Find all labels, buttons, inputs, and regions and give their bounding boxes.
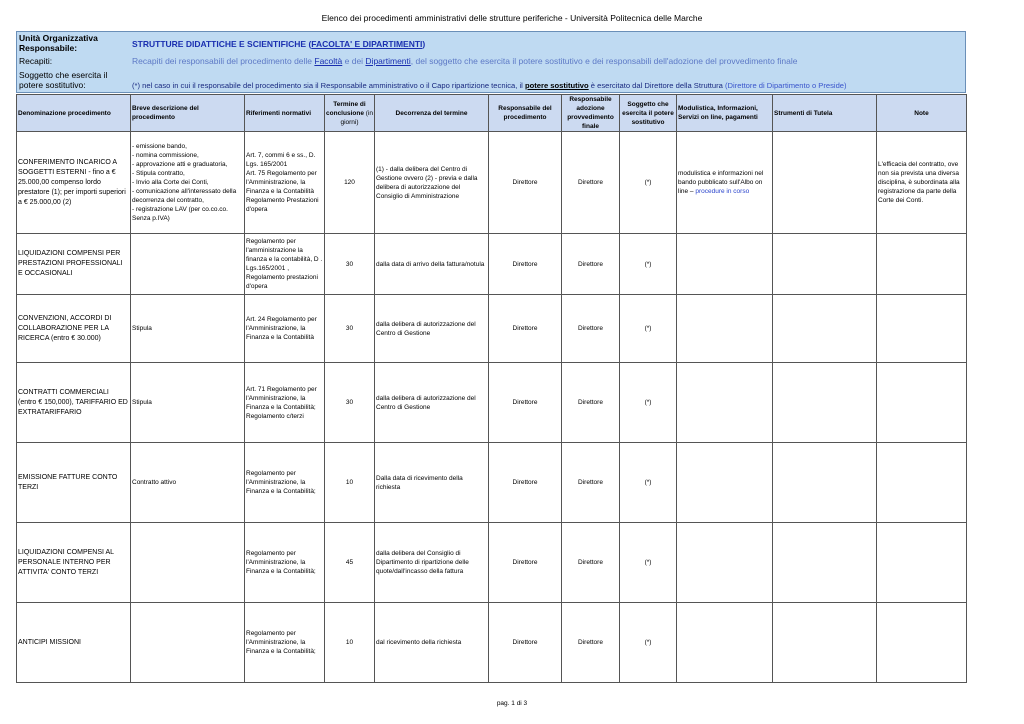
cell-tutela <box>773 132 877 234</box>
cell-riferimenti: Art. 71 Regolamento per l'Amministrazione, la Finanza e la Contabilità; Regolamento c/terzi <box>245 363 325 443</box>
cell-adozione: Direttore <box>562 603 620 683</box>
cell-adozione: Direttore <box>562 523 620 603</box>
col-termine-sub: (in giorni) <box>340 109 373 126</box>
col-termine <box>325 95 375 132</box>
table-row <box>17 234 967 295</box>
cell-responsabile: Direttore <box>489 523 562 603</box>
cell-adozione: Direttore <box>562 295 620 363</box>
unit-value-link[interactable]: FACOLTA' E DIPARTIMENTI <box>311 39 423 49</box>
unit-value <box>132 39 425 49</box>
unit-label-text: Unità Organizzativa <box>19 33 98 43</box>
cell-responsabile: Direttore <box>489 443 562 523</box>
col-descrizione: Breve descrizione del procedimento <box>131 95 245 132</box>
col-soggetto: Soggetto che esercita il potere sostitutivo <box>620 95 677 132</box>
recapiti-value <box>132 56 798 66</box>
document-title: Elenco dei procedimenti amministrativi delle strutture periferiche - Università Politecnica delle Marche <box>321 13 703 23</box>
cell-denominazione: CONFERIMENTO INCARICO A SOGGETTI ESTERNI - fino a € 25.000,00 compenso lordo prestatore (1); per importi superiori a € 25.000,00 (2) <box>17 132 131 234</box>
cell-descrizione <box>131 523 245 603</box>
modulistica-text: modulistica e informazioni nel bando pubblicato sull'Albo on line – <box>678 170 764 195</box>
table-row <box>17 295 967 363</box>
recapiti-label: Recapiti: <box>19 56 53 66</box>
unit-value-c: ) <box>422 39 426 49</box>
soggetto-row <box>18 70 958 91</box>
col-termine-main: Termine di conclusione <box>326 100 366 117</box>
table-row <box>17 132 967 234</box>
recapiti-a: Recapiti dei responsabili del procedimento delle <box>132 56 315 66</box>
recapiti-c: e dei <box>342 56 366 66</box>
cell-descrizione: Stipula <box>131 295 245 363</box>
soggetto-d: (Direttore di Dipartimento o Preside) <box>725 81 847 90</box>
unit-row <box>18 33 958 53</box>
cell-denominazione: LIQUIDAZIONI COMPENSI AL PERSONALE INTERNO PER ATTIVITA' CONTO TERZI <box>17 523 131 603</box>
cell-denominazione: CONVENZIONI, ACCORDI DI COLLABORAZIONE PER LA RICERCA (entro € 30.000) <box>17 295 131 363</box>
col-responsabile: Responsabile del procedimento <box>489 95 562 132</box>
table-row <box>17 443 967 523</box>
header-band <box>16 31 966 93</box>
cell-adozione: Direttore <box>562 363 620 443</box>
col-modulistica: Modulistica, Informazioni, Servizi on line, pagamenti <box>677 95 773 132</box>
cell-responsabile: Direttore <box>489 295 562 363</box>
cell-modulistica <box>677 234 773 295</box>
cell-note <box>877 443 967 523</box>
cell-tutela <box>773 603 877 683</box>
cell-modulistica <box>677 295 773 363</box>
recapiti-row <box>18 56 958 66</box>
cell-termine: 45 <box>325 523 375 603</box>
cell-adozione: Direttore <box>562 132 620 234</box>
cell-descrizione: Stipula <box>131 363 245 443</box>
cell-note <box>877 234 967 295</box>
soggetto-value <box>132 81 847 91</box>
col-denominazione: Denominazione procedimento <box>17 95 131 132</box>
cell-termine: 10 <box>325 443 375 523</box>
cell-note <box>877 363 967 443</box>
procedure-link[interactable]: procedure in corso <box>695 188 750 195</box>
cell-decorrenza: dalla delibera di autorizzazione del Centro di Gestione <box>375 295 489 363</box>
cell-denominazione: LIQUIDAZIONI COMPENSI PER PRESTAZIONI PROFESSIONALI E OCCASIONALI <box>17 234 131 295</box>
cell-note <box>877 295 967 363</box>
cell-soggetto: (*) <box>620 603 677 683</box>
table-row <box>17 363 967 443</box>
cell-decorrenza: Dalla data di ricevimento della richiesta <box>375 443 489 523</box>
cell-modulistica <box>677 363 773 443</box>
cell-adozione: Direttore <box>562 234 620 295</box>
cell-soggetto: (*) <box>620 363 677 443</box>
cell-modulistica <box>677 603 773 683</box>
cell-descrizione <box>131 234 245 295</box>
soggetto-label-2: potere sostitutivo: <box>19 80 86 90</box>
cell-riferimenti: Art. 7, commi 6 e ss., D. Lgs. 165/2001 Art. 75 Regolamento per l'Amministrazione, la Finanza e la Contabilità Regolamento Prestazioni d'opera <box>245 132 325 234</box>
cell-tutela <box>773 234 877 295</box>
cell-note <box>877 603 967 683</box>
cell-tutela <box>773 363 877 443</box>
cell-termine: 30 <box>325 295 375 363</box>
col-decorrenza: Decorrenza del termine <box>375 95 489 132</box>
cell-riferimenti: Art. 24 Regolamento per l'Amministrazione, la Finanza e la Contabilità <box>245 295 325 363</box>
cell-adozione: Direttore <box>562 443 620 523</box>
cell-denominazione: ANTICIPI MISSIONI <box>17 603 131 683</box>
col-note: Note <box>877 95 967 132</box>
table-row <box>17 523 967 603</box>
recapiti-e: , del soggetto che esercita il potere sostitutivo e dei responsabili dell'adozione del provvedimento finale <box>410 56 798 66</box>
cell-note: L'efficacia del contratto, ove non sia prevista una diversa disciplina, è subordinata alla registrazione da parte della Corte dei Conti. <box>877 132 967 234</box>
cell-riferimenti: Regolamento per l'Amministrazione, la Finanza e la Contabilità; <box>245 523 325 603</box>
cell-soggetto: (*) <box>620 443 677 523</box>
page-number: pag. 1 di 3 <box>496 700 528 707</box>
cell-descrizione: Contratto attivo <box>131 443 245 523</box>
soggetto-label-1: Soggetto che esercita il <box>19 70 108 80</box>
cell-termine: 30 <box>325 363 375 443</box>
cell-descrizione: - emissione bando, - nomina commissione, - approvazione atti e graduatoria, - Stipula contratto, - Invio alla Corte dei Conti, - comunicazione all'interessato della decorrenza del contratto, - registrazione LAV (per co.co.co. Senza p.IVA) <box>131 132 245 234</box>
cell-decorrenza: dalla delibera del Consiglio di Dipartimento di ripartizione delle quote/dall'incasso della fattura <box>375 523 489 603</box>
cell-denominazione: EMISSIONE FATTURE CONTO TERZI <box>17 443 131 523</box>
cell-modulistica <box>677 443 773 523</box>
cell-responsabile: Direttore <box>489 234 562 295</box>
col-riferimenti: Riferimenti normativi <box>245 95 325 132</box>
recapiti-dipartimenti-link[interactable]: Dipartimenti <box>365 56 411 66</box>
cell-modulistica <box>677 523 773 603</box>
cell-soggetto: (*) <box>620 234 677 295</box>
cell-soggetto: (*) <box>620 523 677 603</box>
unit-value-a: STRUTTURE DIDATTICHE E SCIENTIFICHE ( <box>132 39 312 49</box>
soggetto-label <box>19 70 131 90</box>
table-row <box>17 603 967 683</box>
unit-label <box>19 33 131 53</box>
cell-note <box>877 523 967 603</box>
cell-descrizione <box>131 603 245 683</box>
soggetto-b: potere sostitutivo <box>524 81 589 90</box>
cell-responsabile: Direttore <box>489 132 562 234</box>
cell-riferimenti: Regolamento per l'Amministrazione, la Finanza e la Contabilità; <box>245 603 325 683</box>
soggetto-a: (*) nel caso in cui il responsabile del procedimento sia il Responsabile amministrativo o il Capo ripartizione tecnica, il <box>132 81 525 90</box>
cell-decorrenza: dalla data di arrivo della fattura/notula <box>375 234 489 295</box>
cell-termine: 10 <box>325 603 375 683</box>
cell-soggetto: (*) <box>620 132 677 234</box>
cell-tutela <box>773 443 877 523</box>
cell-tutela <box>773 523 877 603</box>
cell-decorrenza: dalla delibera di autorizzazione del Centro di Gestione <box>375 363 489 443</box>
cell-soggetto: (*) <box>620 295 677 363</box>
table-header <box>17 95 967 132</box>
col-tutela: Strumenti di Tutela <box>773 95 877 132</box>
cell-riferimenti: Regolamento per l'amministrazione la finanza e la contabilità, D . Lgs.165/2001 , Regolamento prestazioni d'opera <box>245 234 325 295</box>
recapiti-facolta-link[interactable]: Facoltà <box>314 56 343 66</box>
soggetto-c: è esercitato dal Direttore della Struttura <box>588 81 726 90</box>
cell-denominazione: CONTRATTI COMMERCIALI (entro € 150,000), TARIFFARIO ED EXTRATARIFFARIO <box>17 363 131 443</box>
cell-responsabile: Direttore <box>489 363 562 443</box>
cell-decorrenza: dal ricevimento della richiesta <box>375 603 489 683</box>
col-adozione: Responsabile adozione provvedimento finale <box>562 95 620 132</box>
cell-modulistica <box>677 132 773 234</box>
cell-responsabile: Direttore <box>489 603 562 683</box>
resp-label-text: Responsabile: <box>19 43 78 53</box>
cell-termine: 120 <box>325 132 375 234</box>
cell-decorrenza: (1) - dalla delibera del Centro di Gestione ovvero (2) - previa e dalla delibera di autorizzazione del Consiglio di Amministrazione <box>375 132 489 234</box>
procedures-table <box>16 94 967 683</box>
cell-termine: 30 <box>325 234 375 295</box>
cell-riferimenti: Regolamento per l'Amministrazione, la Finanza e la Contabilità; <box>245 443 325 523</box>
cell-tutela <box>773 295 877 363</box>
